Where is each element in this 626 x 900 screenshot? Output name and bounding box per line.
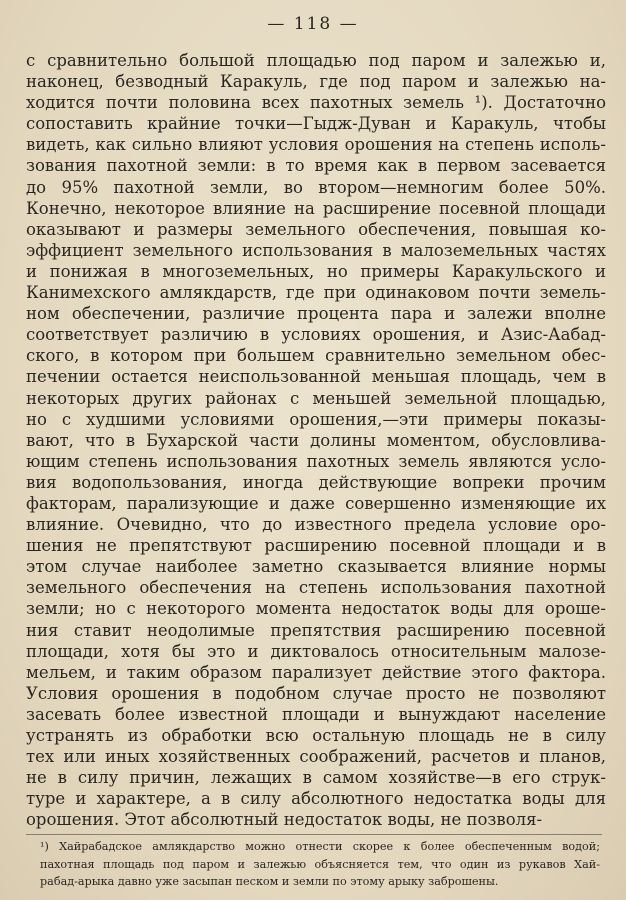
footnote-line: рабад-арыка давно уже засыпан песком и земли по этому арыку заброшены. [40,875,499,888]
text-line: ского, в котором при большем сравнительно земельном обес- [26,346,606,366]
text-line: орошения. Этот абсолютный недостаток воды, не позволя- [26,810,543,830]
text-line: влияние. Очевидно, что до известного предела условие оро- [26,515,606,535]
text-line: этом случае наиболее заметно сказывается влияние нормы [26,557,606,577]
text-line: мельем, и таким образом парализует действие этого фактора. [26,662,606,682]
text-line: ном обеспечении, различие процента пара и залежи вполне [26,304,606,324]
text-line: не в силу причин, лежащих в самом хозяйстве—в его струк- [26,768,606,788]
text-line: печении остается неиспользованной меньшая площадь, чем в [26,367,606,387]
text-line: оказывают и размеры земельного обеспечения, повышая ко- [26,219,606,239]
text-line: ходится почти половина всех пахотных земель ¹). Достаточно [26,93,606,113]
text-line: видеть, как сильно влияют условия орошения на степень исполь- [26,135,606,155]
text-line: эффициент земельного использования в малоземельных частях [26,240,606,260]
text-line: соответствует различию в условиях орошения, и Азис-Аабад- [26,325,606,345]
text-line: устранять из обработки всю остальную площадь не в силу [26,726,606,745]
footnote-line: ¹) Хайрабадское амлякдарство можно отнести скорее к более обеспеченным водой; [40,840,600,853]
text-line: некоторых других районах с меньшей земельной площадью, [26,388,606,408]
text-line: зования пахотной земли: в то время как в первом засевается [26,156,606,176]
text-line: наконец, безводный Каракуль, где под паром и залежью на- [26,72,606,92]
text-line: тех или иных хозяйственных соображений, расчетов и планов, [26,747,606,767]
text-line: до 95% пахотной земли, во втором—немногим более 50%. [26,177,606,197]
main-text [26,50,606,830]
text-line: факторам, парализующие и даже совершенно изменяющие их [26,493,606,513]
text-line: земли; но с некоторого момента недостаток воды для ороше- [26,599,606,619]
text-line: сопоставить крайние точки—Гыдж-Дуван и Каракуль, чтобы [26,114,606,134]
text-line: засевать более известной площади и вынуждают население [26,704,606,724]
text-line: ющим степень использования пахотных земель являются усло- [26,451,606,471]
text-line: вия водопользования, иногда действующие вопреки прочим [26,472,606,492]
text-line: площади, хотя бы это и диктовалось относительным малозе- [26,641,606,661]
text-line: ния ставит неодолимые препятствия расширению посевной [26,620,606,640]
text-line: земельного обеспечения на степень использования пахотной [26,578,606,598]
text-line: шения не препятствуют расширению посевной площади и в [26,536,606,556]
text-line: вают, что в Бухарской части долины моментом, обусловлива- [26,430,606,450]
footnote-separator [26,834,602,835]
text-line: с сравнительно большой площадью под паром и залежью и, [26,51,606,70]
text-line: и понижая в многоземельных, но примеры Каракульского и [26,261,606,281]
footnote [40,838,600,891]
text-line: туре и характере, а в силу абсолютного недостатка воды для [26,789,606,809]
text-line: Канимехского амлякдарств, где при одинаковом почти земель- [26,283,606,303]
text-line: Конечно, некоторое влияние на расширение посевной площади [26,198,606,218]
footnote-line: пахотная площадь под паром и залежью объясняется тем, что один из рукавов Хай- [40,857,600,871]
text-line: Условия орошения в подобном случае просто не позволяют [26,683,606,703]
page-number: — 118 — [267,14,359,34]
text-line: но с худшими условиями орошения,—эти примеры показы- [26,409,606,429]
